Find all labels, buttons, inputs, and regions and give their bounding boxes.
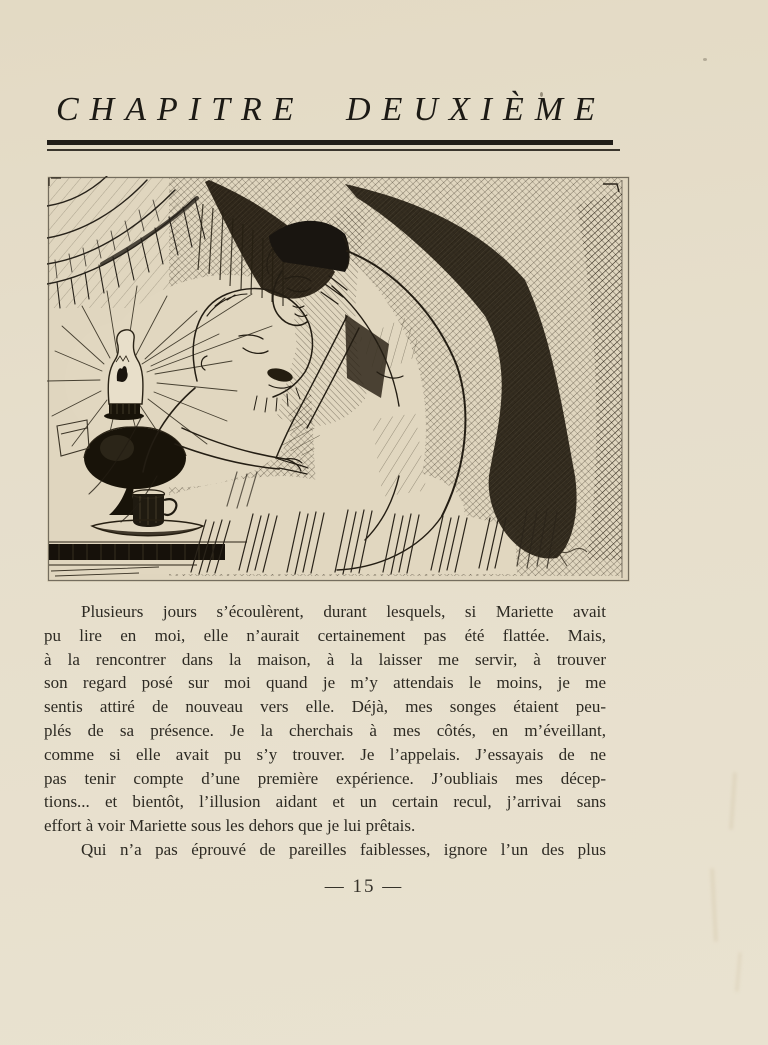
text-line: pas tenir compte d’une première expérience. J’oubliais mes décep- — [44, 768, 606, 788]
etching-illustration — [47, 176, 630, 582]
text-line: pu lire en moi, elle n’aurait certainement pas été flattée. Mais, — [44, 625, 606, 645]
text-line: à la rencontrer dans la maison, à la laisser me servir, à trouver — [44, 649, 606, 669]
page-number: — 15 — — [324, 876, 404, 897]
text-line: tions... et bientôt, l’illusion aidant et un certain recul, j’arrivai sans — [44, 792, 606, 812]
text-line: Qui n’a pas éprouvé de pareilles faiblesses, ignore l’un des plus — [81, 839, 606, 859]
body-text — [44, 600, 606, 862]
paper-speck — [703, 58, 707, 61]
heading-rule-thin — [47, 149, 620, 151]
heading-rule-thick — [47, 140, 613, 145]
text-line: son regard posé sur moi quand je m’y attendais le moins, je me — [44, 673, 606, 693]
bleedthrough-mark — [735, 952, 741, 992]
chapter-heading: CHAPITRE DEUXIÈME — [56, 91, 606, 128]
bleedthrough-mark — [729, 772, 737, 830]
text-line: plés de sa présence. Je la cherchais à mes côtés, en m’éveillant, — [44, 720, 606, 740]
text-line: sentis attiré de nouveau vers elle. Déjà, mes songes étaient peu- — [44, 697, 606, 717]
text-line: comme si elle avait pu s’y trouver. Je l’appelais. J’essayais de ne — [44, 744, 606, 764]
text-line: effort à voir Mariette sous les dehors que je lui prêtais. — [44, 816, 416, 836]
text-line: Plusieurs jours s’écoulèrent, durant lesquels, si Mariette avait — [81, 602, 606, 621]
